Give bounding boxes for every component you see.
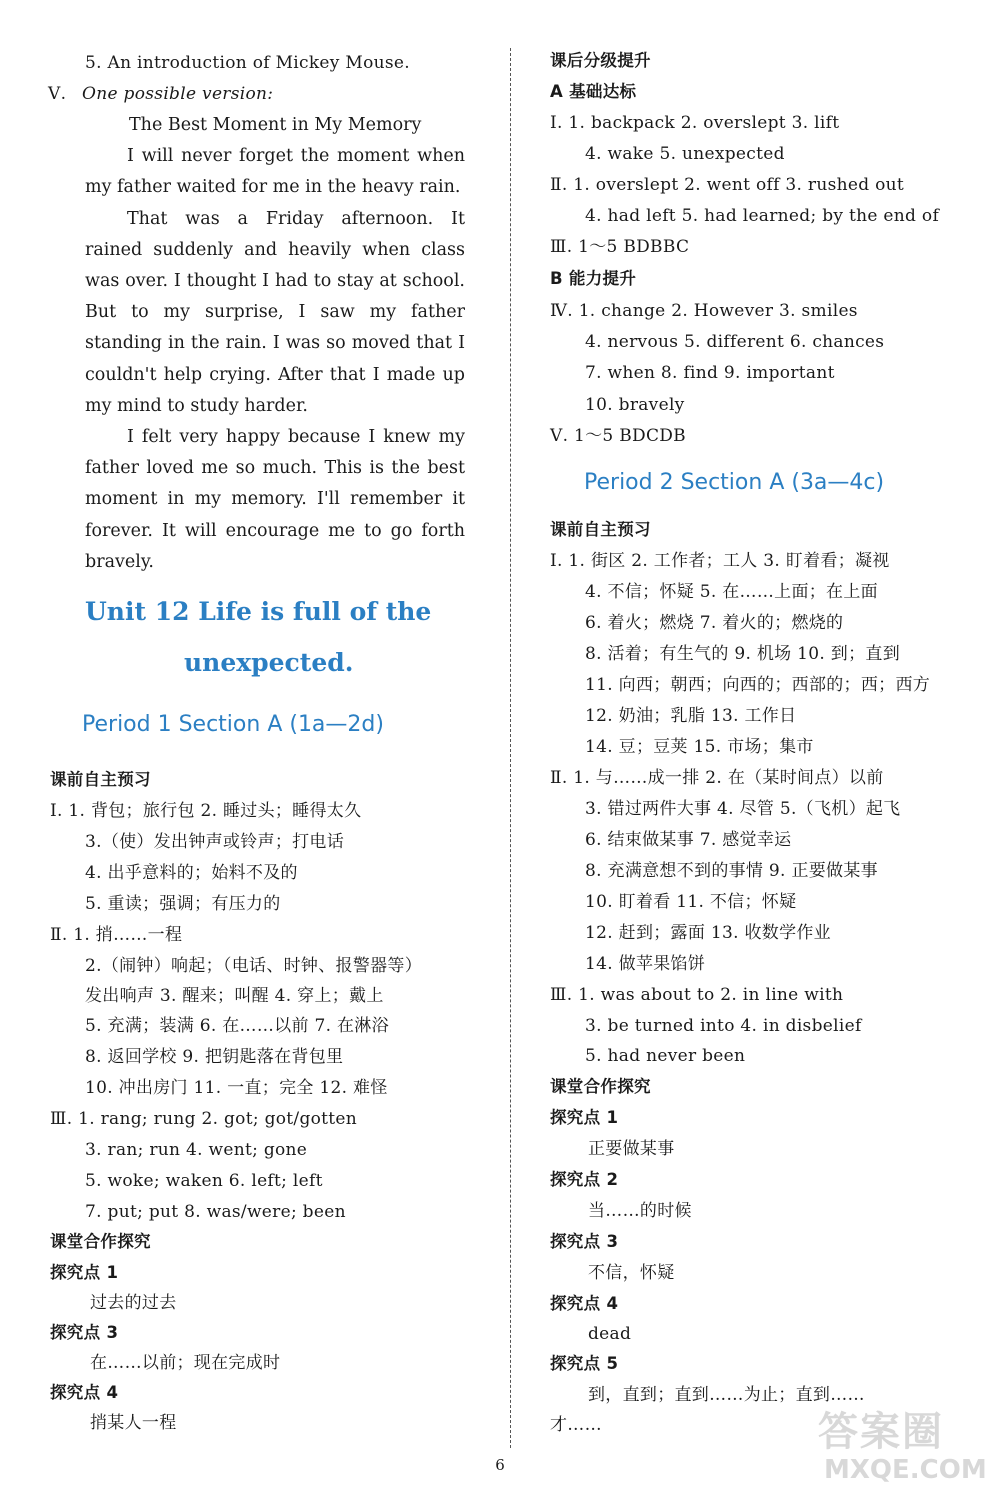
explore-point-title: 探究点 4 xyxy=(550,1294,619,1313)
answer-line: 14. 做苹果馅饼 xyxy=(585,954,706,974)
answer-line: 7. put; put 8. was/were; been xyxy=(85,1202,346,1222)
answer-line: Ⅱ. 1. overslept 2. went off 3. rushed out xyxy=(550,175,905,195)
explore-point-text-continued: 才…… xyxy=(550,1415,602,1435)
answer-line: 6. 着火；燃烧 7. 着火的；燃烧的 xyxy=(585,613,844,633)
answer-line: Ⅱ. 1. 与……成一排 2. 在（某时间点）以前 xyxy=(550,768,884,788)
answer-line: 8. 返回学校 9. 把钥匙落在背包里 xyxy=(85,1047,344,1067)
explore-point-title: 探究点 2 xyxy=(550,1170,619,1189)
explore-point-text: 在……以前；现在完成时 xyxy=(90,1353,281,1373)
answer-line: Ⅰ. 1. 背包；旅行包 2. 睡过头；睡得太久 xyxy=(50,801,362,821)
version-label: One possible version: xyxy=(82,84,274,104)
answer-line: 14. 豆；豆荚 15. 市场；集市 xyxy=(585,737,814,757)
answer-line: 5. 充满；装满 6. 在……以前 7. 在淋浴 xyxy=(85,1016,389,1036)
answer-line: Ⅲ. 1～5 BDBBC xyxy=(550,237,690,257)
essay xyxy=(85,110,465,578)
section-title: 课前自主预习 xyxy=(550,520,651,539)
page-number: 6 xyxy=(495,1456,505,1474)
answer-line: Ⅳ. 1. change 2. However 3. smiles xyxy=(550,301,858,321)
answer-line: 8. 活着；有生气的 9. 机场 10. 到；直到 xyxy=(585,644,900,664)
section-title: 课堂合作探究 xyxy=(50,1232,151,1251)
answer-line: Ⅰ. 1. 街区 2. 工作者；工人 3. 盯着看；凝视 xyxy=(550,551,890,571)
answer-line: 10. 盯着看 11. 不信；怀疑 xyxy=(585,892,797,912)
answer-line: 7. when 8. find 9. important xyxy=(585,363,835,383)
answer-line: 10. bravely xyxy=(585,395,685,415)
answer-line: 6. 结束做某事 7. 感觉幸运 xyxy=(585,830,792,850)
explore-point-text: 到，直到；直到……为止；直到…… xyxy=(588,1385,865,1405)
section-title: 课后分级提升 xyxy=(550,51,651,70)
unit-title-line1: Unit 12 Life is full of the xyxy=(85,597,432,626)
answer-line: 4. 出乎意料的；始料不及的 xyxy=(85,863,298,883)
section-title: 课堂合作探究 xyxy=(550,1077,651,1096)
answer-line: Ⅴ. 1～5 BDCDB xyxy=(550,426,686,446)
answer-line: 3. ran; run 4. went; gone xyxy=(85,1140,308,1160)
answer-line: Ⅲ. 1. rang; rung 2. got; got/gotten xyxy=(50,1109,358,1129)
answer-line: 4. nervous 5. different 6. chances xyxy=(585,332,885,352)
explore-point-text: dead xyxy=(588,1324,632,1344)
answer-line: 5. An introduction of Mickey Mouse. xyxy=(85,53,410,73)
explore-point-text: 正要做某事 xyxy=(588,1139,675,1159)
essay-paragraph: I felt very happy because I knew my father loved me so much. This is the best moment in my memory. I'll remember it forever. It will encourage me to go forth bravely. xyxy=(85,427,465,572)
roman-numeral: Ⅴ. xyxy=(48,84,67,104)
subsection-title: A 基础达标 xyxy=(550,82,637,101)
watermark-url: MXQE.COM xyxy=(824,1455,987,1485)
section-v-label xyxy=(48,83,273,105)
answer-line: Ⅲ. 1. was about to 2. in line with xyxy=(550,985,844,1005)
watermark-logo: 答案圈 xyxy=(818,1409,944,1455)
subsection-title: B 能力提升 xyxy=(550,269,637,288)
explore-point-title: 探究点 3 xyxy=(550,1232,619,1251)
answer-line: 12. 奶油；乳脂 13. 工作日 xyxy=(585,706,797,726)
essay-title: The Best Moment in My Memory xyxy=(129,115,422,135)
answer-line: 2.（闹钟）响起；（电话、时钟、报警器等） xyxy=(85,956,423,976)
explore-point-title: 探究点 1 xyxy=(550,1108,619,1127)
answer-line: 5. had never been xyxy=(585,1046,746,1066)
explore-point-title: 探究点 5 xyxy=(550,1354,619,1373)
explore-point-text: 过去的过去 xyxy=(90,1293,177,1313)
answer-line: 发出响声 3. 醒来；叫醒 4. 穿上；戴上 xyxy=(85,986,384,1006)
answer-line: 11. 向西；朝西；向西的；西部的；西；西方 xyxy=(585,675,931,695)
answer-line: Ⅱ. 1. 捎……一程 xyxy=(50,925,183,945)
column-divider xyxy=(510,48,511,1448)
answer-line: 12. 赶到；露面 13. 收数学作业 xyxy=(585,923,831,943)
answer-line: 10. 冲出房门 11. 一直；完全 12. 难怪 xyxy=(85,1078,388,1098)
explore-point-text: 不信，怀疑 xyxy=(588,1263,675,1283)
answer-line: 4. wake 5. unexpected xyxy=(585,144,785,164)
answer-line: 8. 充满意想不到的事情 9. 正要做某事 xyxy=(585,861,878,881)
answer-line: 4. 不信；怀疑 5. 在……上面；在上面 xyxy=(585,582,878,602)
answer-line: 3. be turned into 4. in disbelief xyxy=(585,1016,862,1036)
answer-line: 3. 错过两件大事 4. 尽管 5.（飞机）起飞 xyxy=(585,799,901,819)
period-heading: Period 1 Section A (1a—2d) xyxy=(82,712,384,737)
answer-line: 4. had left 5. had learned; by the end of xyxy=(585,206,940,226)
section-title: 课前自主预习 xyxy=(50,770,151,789)
answer-line: 5. woke; waken 6. left; left xyxy=(85,1171,323,1191)
explore-point-title: 探究点 4 xyxy=(50,1383,119,1402)
unit-title-line2: unexpected. xyxy=(184,648,354,677)
period-heading: Period 2 Section A (3a—4c) xyxy=(584,470,885,495)
explore-point-text: 当……的时候 xyxy=(588,1201,692,1221)
answer-line: 3.（使）发出钟声或铃声；打电话 xyxy=(85,832,345,852)
essay-paragraph: That was a Friday afternoon. It rained suddenly and heavily when class was over. I thought I had to stay at school. But to my surprise, I saw my father standing in the rain. I was so moved that I couldn't help crying. After that I made up my mind to study harder. xyxy=(85,208,465,416)
answer-line: Ⅰ. 1. backpack 2. overslept 3. lift xyxy=(550,113,840,133)
explore-point-title: 探究点 3 xyxy=(50,1323,119,1342)
explore-point-text: 捎某人一程 xyxy=(90,1413,177,1433)
explore-point-title: 探究点 1 xyxy=(50,1263,119,1282)
essay-paragraph: I will never forget the moment when my father waited for me in the heavy rain. xyxy=(85,146,465,198)
answer-line: 5. 重读；强调；有压力的 xyxy=(85,894,281,914)
